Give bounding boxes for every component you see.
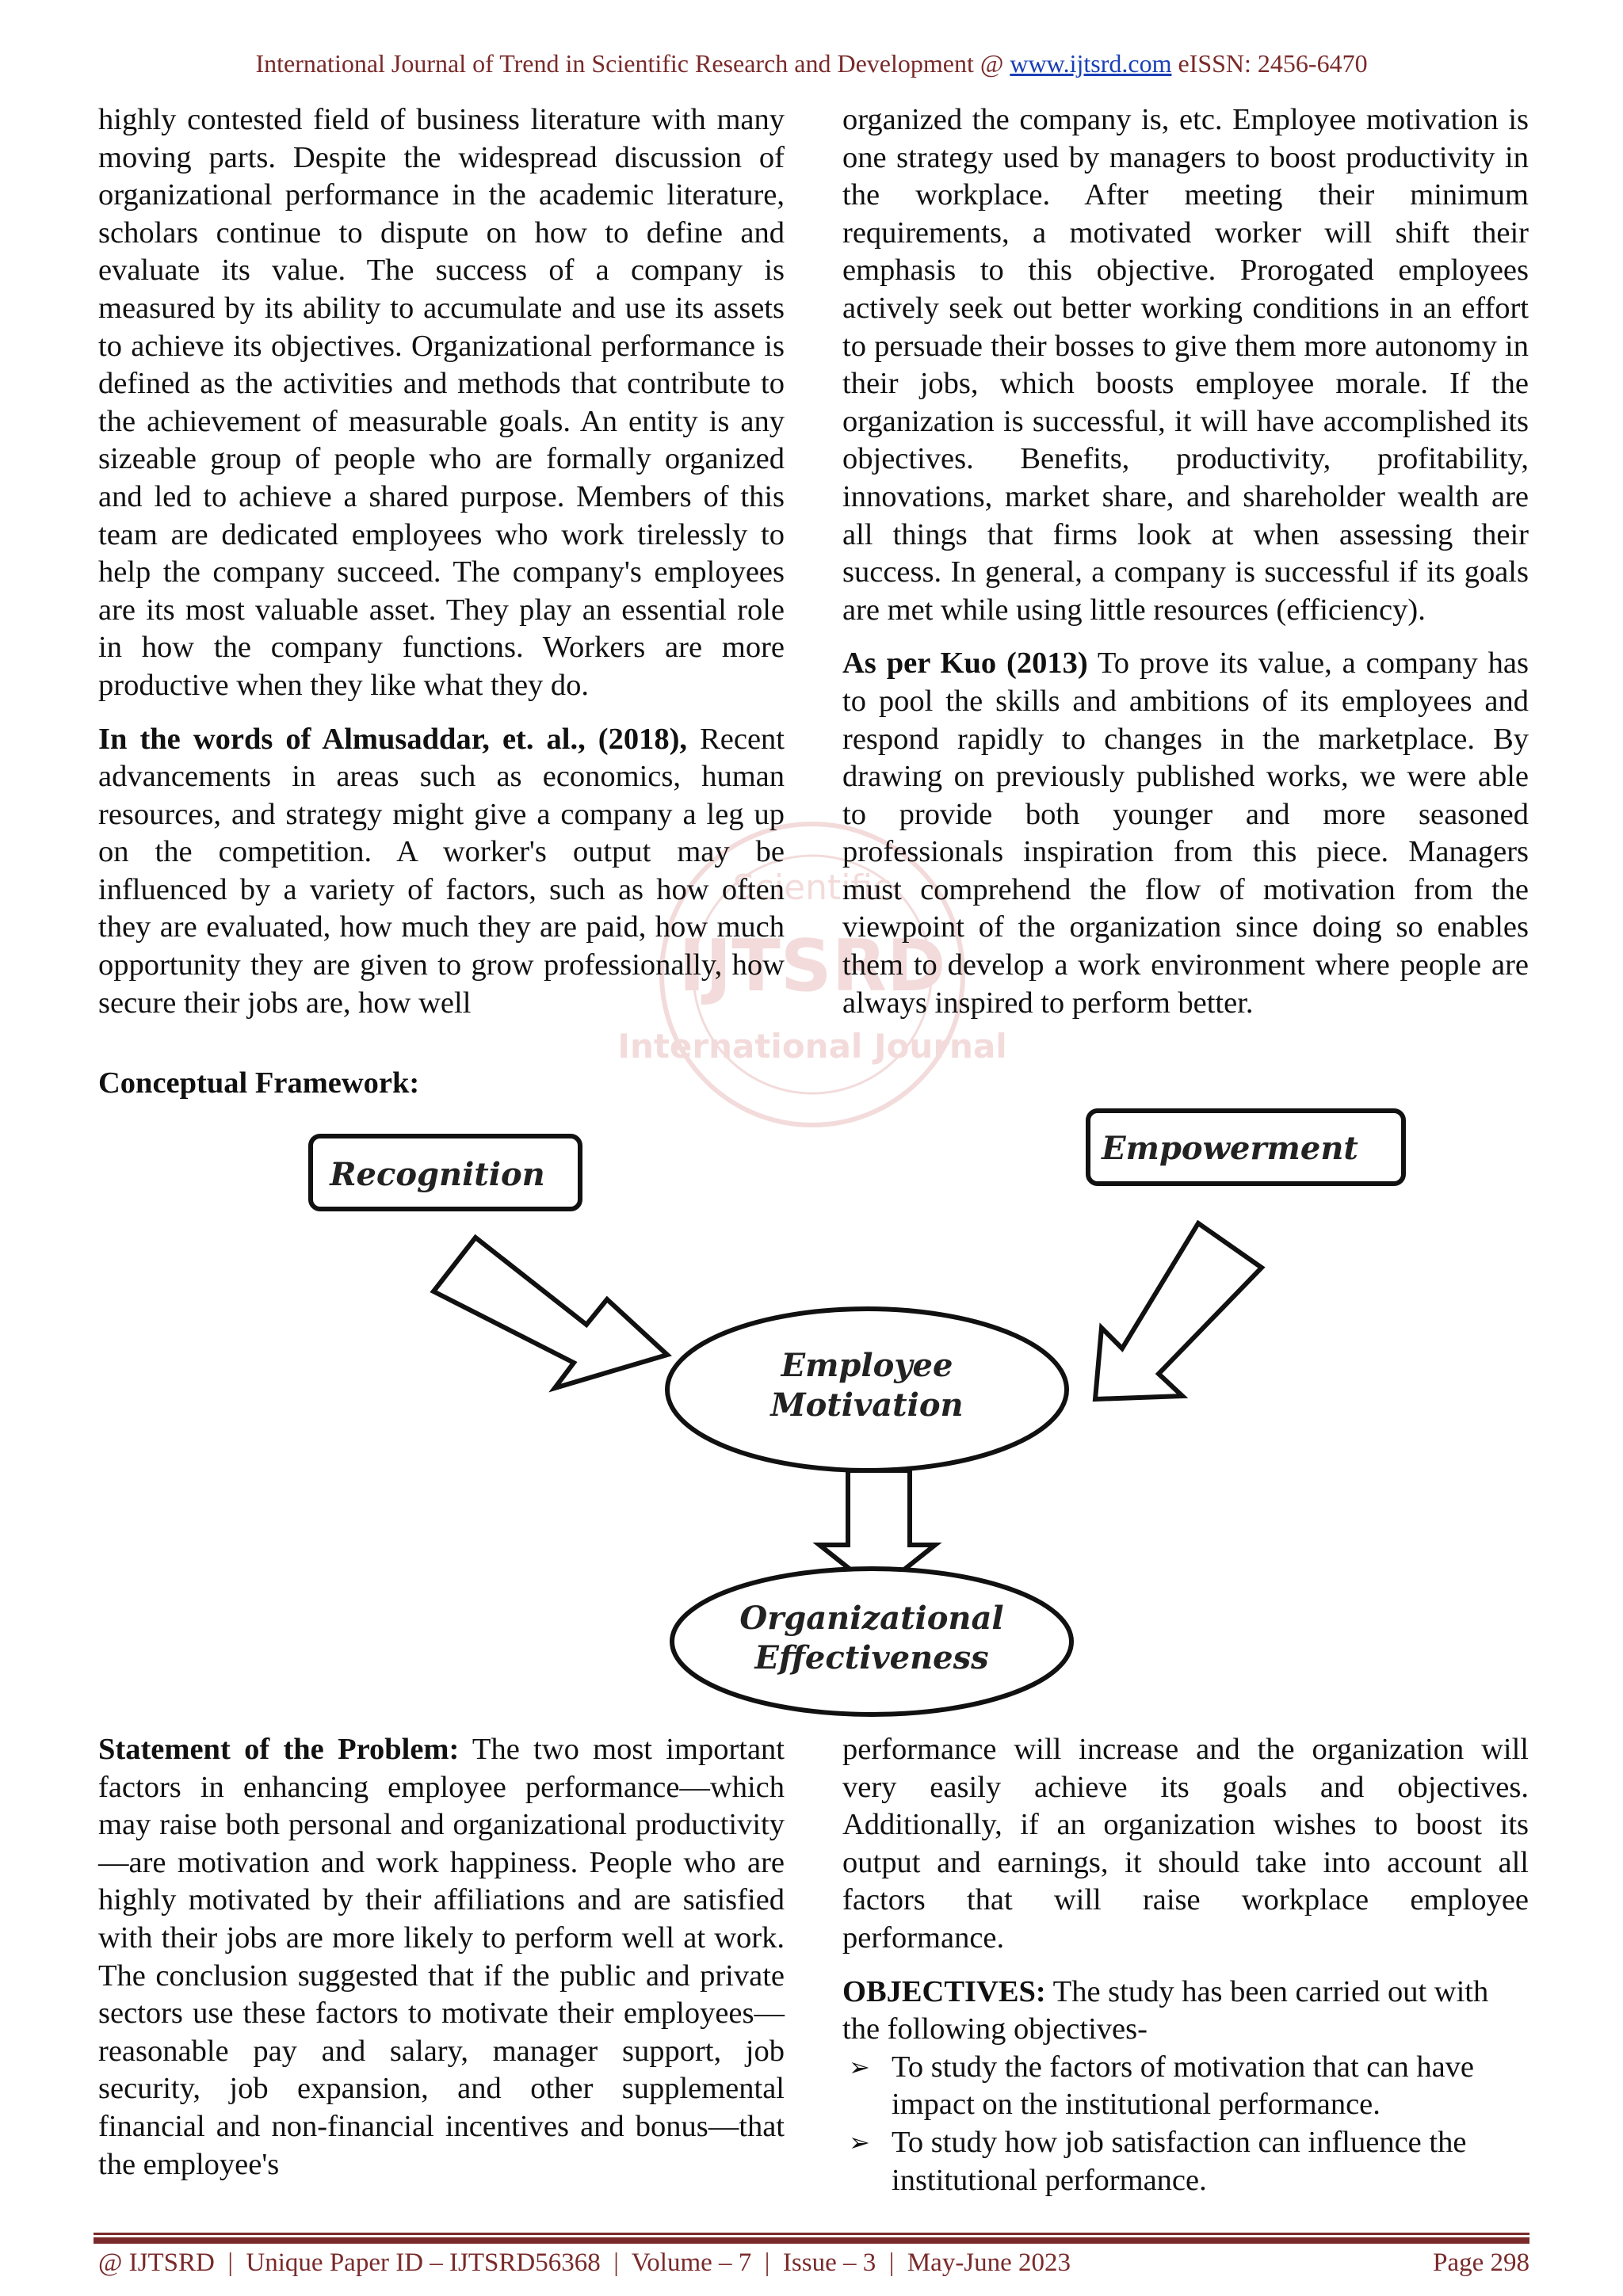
page-number: Page 298 [1433, 2248, 1529, 2277]
journal-url-link[interactable]: www.ijtsrd.com [1010, 49, 1172, 78]
left-paragraph-1: highly contested field of business literature with many moving parts. Despite the widespread discussion of organizational performance in the academic literature, scholars continue to dispute on how to define and evaluate its value. The success of a company is measured by its ability to accumulate and use its assets to achieve its objectives. Organizational performance is defined as the activities and methods that contribute to the achievement of measurable goals. An entity is any sizeable group of people who are formally organized and led to achieve a shared purpose. Members of this team are dedicated employees who work tirelessly to help the company succeed. The company's employees are its most valuable asset. They play an essential role in how the company functions. Workers are more productive when they like what they do. [98, 103, 785, 702]
watermark-middle-text: IJTSRD [678, 925, 946, 1008]
problem-statement-text: The two most important factors in enhancing employee performance—which may raise both personal and organizational productivity—are motivation and work happiness. People who are highly motivated by their affiliations and are satisfied with their jobs are more likely to perform well at work. The conclusion suggested that if the public and private sectors use these factors to motivate their employees—reasonable pay and salary, manager support, job security, job expansion, and other supplemental financial and non-financial incentives and bonus—that the employee's [98, 1733, 785, 2181]
conceptual-framework-heading: Conceptual Framework: [98, 1066, 420, 1100]
watermark-bottom-text: International Journal [617, 1027, 1007, 1066]
objectives-heading: OBJECTIVES: [842, 1974, 1046, 2008]
problem-statement-paragraph [98, 1731, 785, 2183]
header-journal-name: International Journal of Trend in Scientific Research and Development @ [255, 49, 1010, 78]
objective-2-text: To study how job satisfaction can influence the institutional performance. [892, 2125, 1467, 2197]
effectiveness-label-line1: Organizational [739, 1600, 1004, 1637]
left-paragraph-2 [98, 721, 785, 1023]
arrow-bullet-icon: ➢ [849, 2052, 870, 2081]
conceptual-framework-diagram [301, 1101, 1426, 1719]
footer-paper-info: @ IJTSRD | Unique Paper ID – IJTSRD56368 | Volume – 7 | Issue – 3 | May-June 2023 [98, 2248, 1071, 2277]
left-column-top [98, 101, 785, 1038]
motivation-label-line2: Motivation [770, 1386, 964, 1424]
right-column-top [842, 101, 1529, 1038]
arrow-empowerment-to-motivation [1095, 1223, 1262, 1399]
right-paragraph-1: organized the company is, etc. Employee motivation is one strategy used by managers to boost productivity in the workplace. After meeting their minimum requirements, a motivated worker will shift their emphasis to this objective. Prorogated employees actively seek out better working conditions in an effort to persuade their bosses to give them more autonomy in their jobs, which boosts employee morale. If the organization is successful, it will have accomplished its objectives. Benefits, productivity, profitability, innovations, market share, and shareholder wealth are all things that firms look at when assessing their success. In general, a company is successful if its goals are met while using little resources (efficiency). [842, 103, 1529, 627]
list-item [842, 2049, 1529, 2124]
right-paragraph-2 [842, 645, 1529, 1022]
empowerment-box [1088, 1111, 1403, 1184]
employee-motivation-ellipse [667, 1309, 1067, 1470]
header-issn: eISSN: 2456-6470 [1171, 49, 1368, 78]
effectiveness-label-line2: Effectiveness [754, 1639, 989, 1676]
right-bottom-paragraph: performance will increase and the organization will very easily achieve its goals and objectives. Additionally, if an organization wishes to boost its output and earnings, it should take into account all factors that will raise workplace employee performance. [842, 1733, 1529, 1955]
running-header [0, 49, 1623, 78]
recognition-box [311, 1136, 580, 1209]
kuo-citation: As per Kuo (2013) [842, 646, 1088, 681]
recognition-label: Recognition [330, 1156, 545, 1193]
footer-rule-thick [94, 2237, 1529, 2244]
objective-1-text: To study the factors of motivation that can have impact on the institutional performance. [892, 2050, 1475, 2122]
objectives-intro: The study has been carried out with the following objectives- [842, 1974, 1489, 2046]
objectives-list [842, 2049, 1529, 2199]
problem-statement-heading: Statement of the Problem: [98, 1733, 460, 1766]
objectives-paragraph [842, 1974, 1529, 2049]
right-paragraph-2-text: To prove its value, a company has to pool the skills and ambitions of its employees and respond rapidly to changes in the marketplace. By drawing on previously published works, we were able to provide both younger and more seasoned professionals inspiration from this piece. Managers must comprehend the flow of motivation from the viewpoint of the organization since doing so enables them to develop a work environment where people are always inspired to perform better. [842, 646, 1529, 1020]
left-paragraph-2-text: Recent advancements in areas such as economics, human resources, and strategy might give a company a leg up on the competition. A worker's output may be influenced by a variety of factors, such as how often they are evaluated, how much they are paid, how much opportunity they are given to grow professionally, how secure their jobs are, how well [98, 722, 785, 1020]
left-column-bottom [98, 1731, 785, 2199]
arrow-bullet-icon: ➢ [849, 2127, 870, 2157]
empowerment-label: Empowerment [1102, 1130, 1358, 1167]
organizational-effectiveness-ellipse [672, 1569, 1071, 1714]
almusaddar-citation: In the words of Almusaddar, et. al., (2018), [98, 722, 688, 756]
right-column-bottom [842, 1731, 1529, 2199]
running-footer [98, 2248, 1529, 2278]
arrow-recognition-to-motivation [433, 1238, 667, 1388]
motivation-label-line1: Employee [781, 1347, 953, 1384]
list-item [842, 2124, 1529, 2199]
footer-rule-thin [94, 2233, 1529, 2235]
watermark-top-text: Scientific [732, 868, 892, 908]
